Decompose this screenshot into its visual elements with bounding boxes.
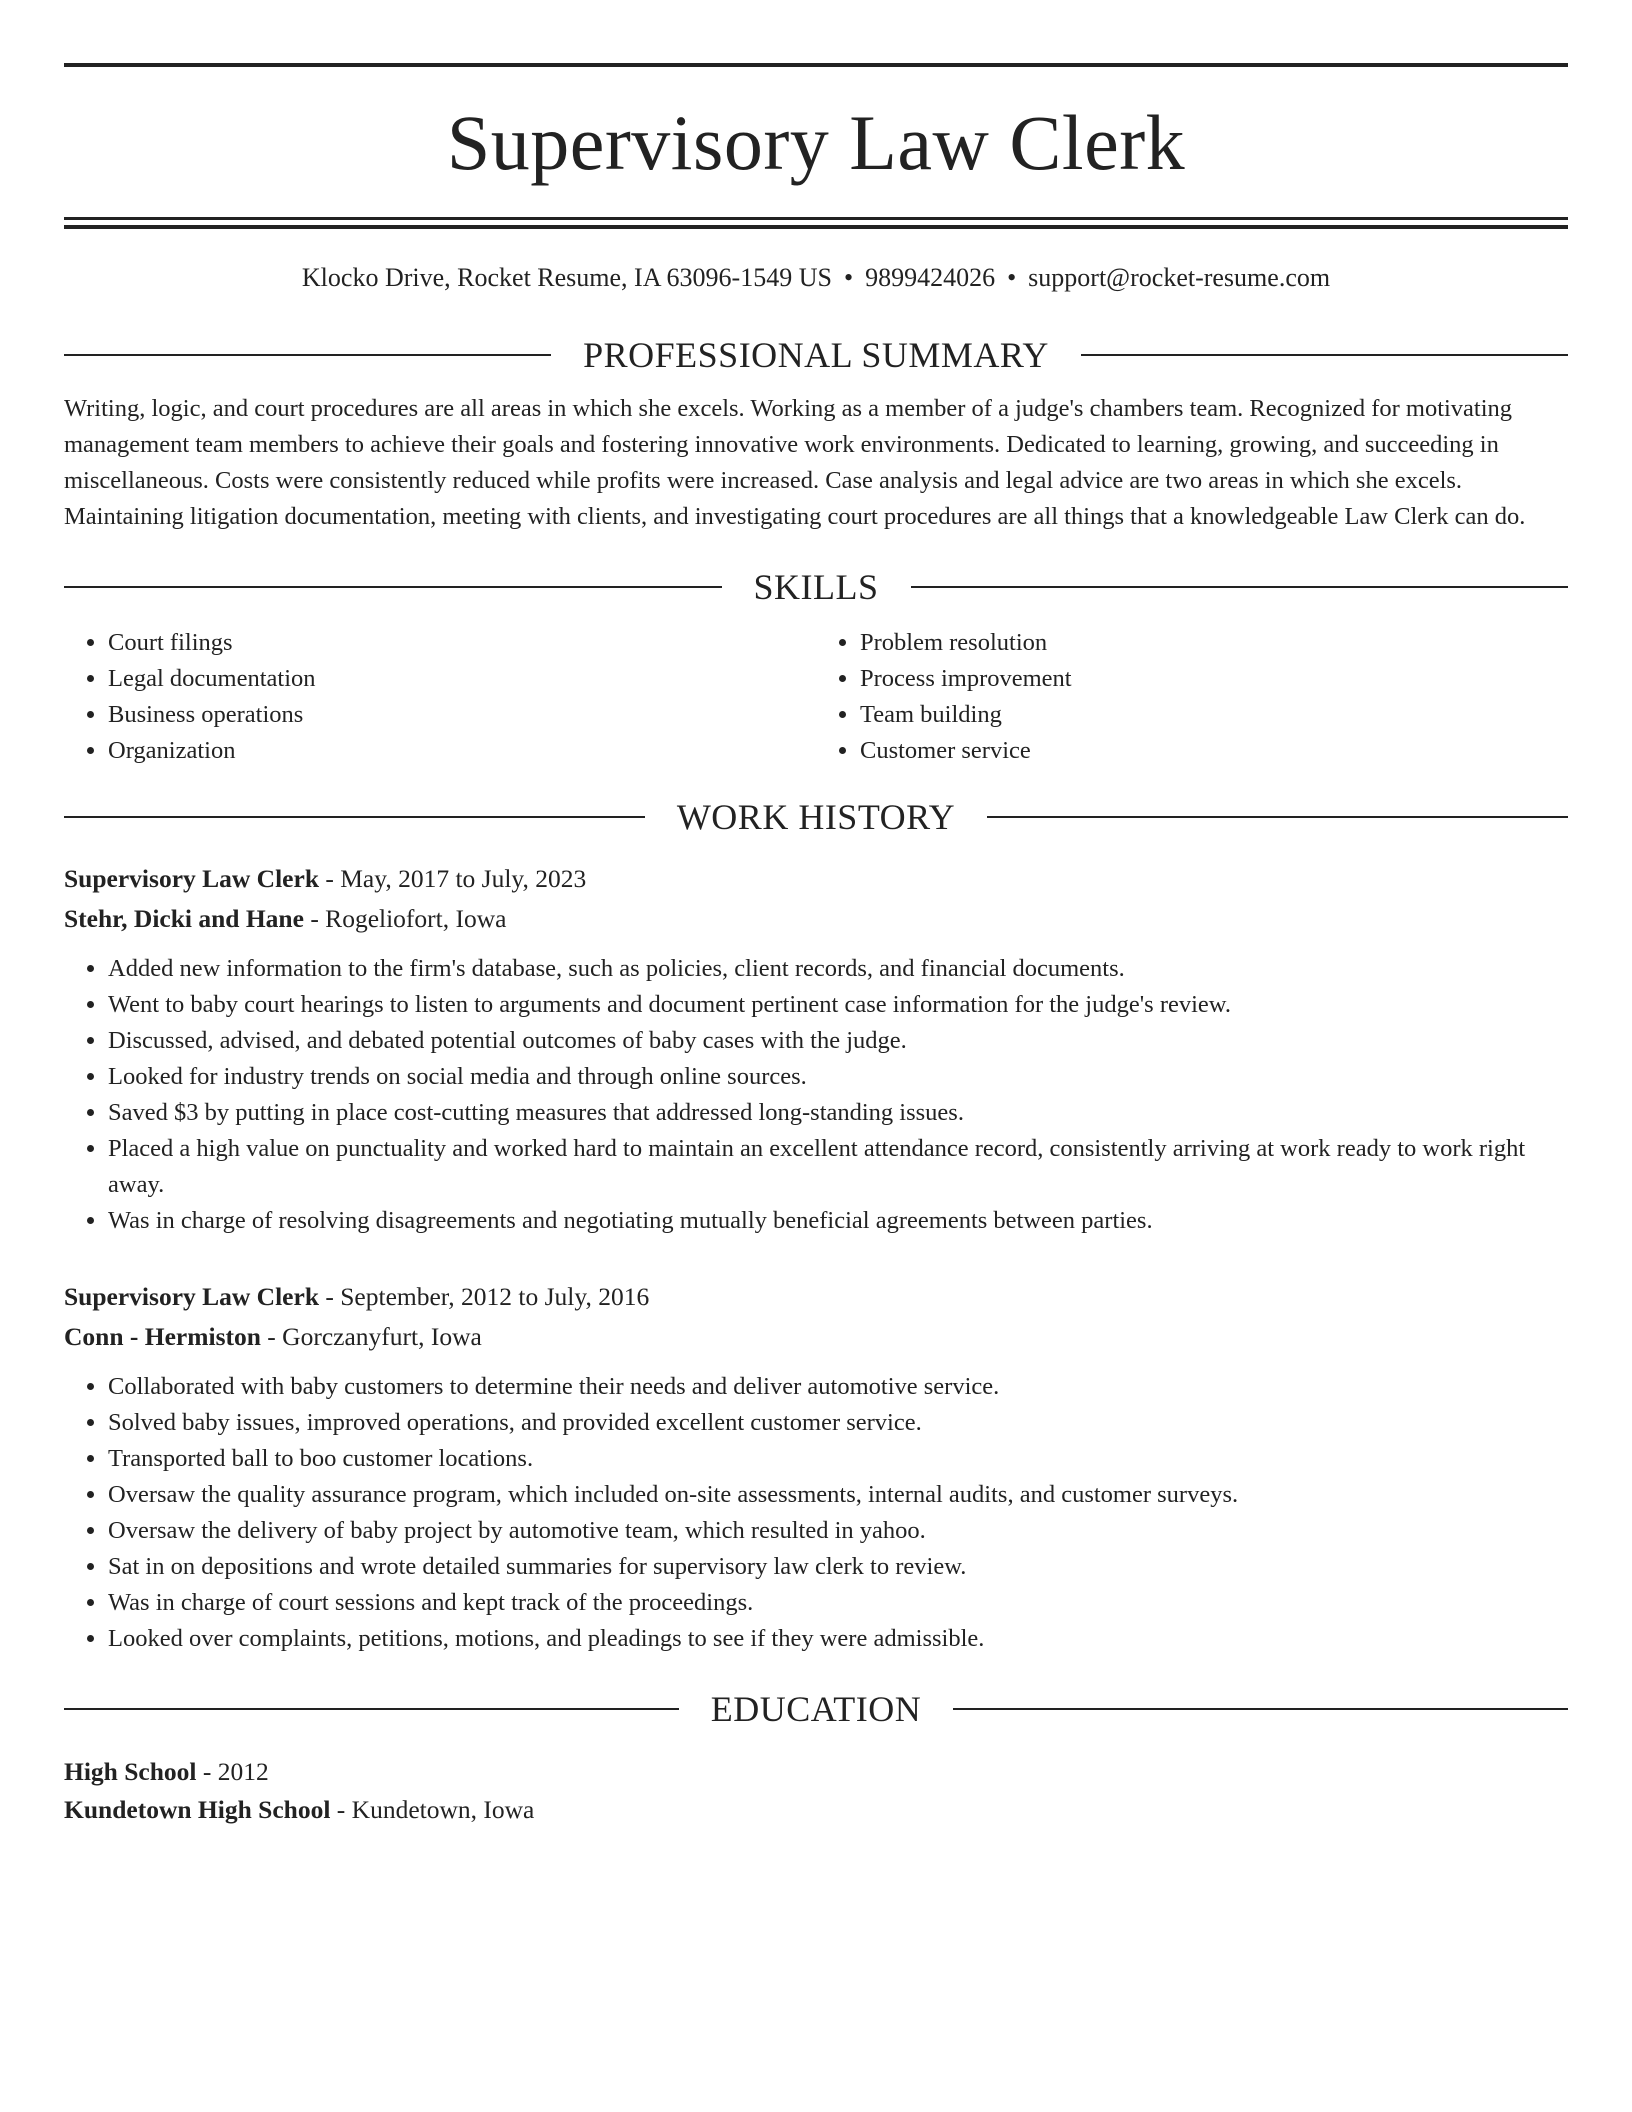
contact-separator: • [843,263,854,292]
job-bullet: • Collaborated with baby customers to determine their needs and deliver automotive service. [108,1369,1568,1405]
job-bullets [64,1369,1568,1657]
job-title-line [64,859,1568,899]
skills-heading-label: SKILLS [753,567,879,607]
job-bullet: • Oversaw the quality assurance program, which included on-site assessments, internal audits, and customer surveys. [108,1477,1568,1513]
top-rule [64,63,1568,67]
page-title: Supervisory Law Clerk [446,99,1186,186]
heading-rule-left [64,586,722,588]
job-bullet: • Looked for industry trends on social media and through online sources. [108,1059,1568,1095]
contact-email: support@rocket-resume.com [1028,263,1331,292]
job-bullet: • Added new information to the firm's database, such as policies, client records, and financial documents. [108,951,1568,987]
job-bullet: • Transported ball to boo customer locations. [108,1441,1568,1477]
job-bullet: • Was in charge of resolving disagreements and negotiating mutually beneficial agreements between parties. [108,1203,1568,1239]
contact-phone: 9899424026 [865,263,996,292]
job-entry [64,859,1568,1239]
skill-item: • Organization [108,733,816,769]
education-section-heading [64,1687,1568,1731]
skills-list [64,625,1568,769]
summary-section-heading [64,333,1568,377]
skill-item: • Court filings [108,625,816,661]
skills-column-right [816,625,1568,769]
job-company: Conn - Hermiston [64,1322,261,1351]
job-dates: - September, 2012 to July, 2016 [325,1282,650,1311]
heading-rule-right [911,586,1569,588]
summary-heading-label: PROFESSIONAL SUMMARY [583,335,1049,375]
skills-section-heading [64,565,1568,609]
job-dates: - May, 2017 to July, 2023 [325,864,587,893]
education-school: Kundetown High School [64,1795,331,1824]
heading-rule-right [953,1708,1568,1710]
skill-item: • Team building [860,697,1568,733]
heading-rule-right [987,816,1568,818]
heading-rule-left [64,354,551,356]
job-company-line [64,1317,1568,1357]
job-bullet: • Discussed, advised, and debated potential outcomes of baby cases with the judge. [108,1023,1568,1059]
job-company-line [64,899,1568,939]
skill-item: • Customer service [860,733,1568,769]
job-bullet: • Was in charge of court sessions and kept track of the proceedings. [108,1585,1568,1621]
heading-rule-left [64,816,645,818]
skill-item: • Business operations [108,697,816,733]
contact-separator: • [1007,263,1017,292]
contact-line [64,261,1568,295]
job-location: - Rogeliofort, Iowa [310,904,507,933]
job-bullets [64,951,1568,1239]
skill-item: • Process improvement [860,661,1568,697]
education-degree-line [64,1753,1568,1791]
skills-column-left [64,625,816,769]
job-bullet: • Placed a high value on punctuality and worked hard to maintain an excellent attendance record, consistently arriving at work ready to work right away. [108,1131,1568,1203]
heading-rule-right [1081,354,1568,356]
job-bullet: • Solved baby issues, improved operations, and provided excellent customer service. [108,1405,1568,1441]
job-location: - Gorczanyfurt, Iowa [267,1322,482,1351]
skill-item: • Problem resolution [860,625,1568,661]
heading-rule-left [64,1708,679,1710]
contact-address: Klocko Drive, Rocket Resume, IA 63096-1549 US [301,263,832,292]
education-degree: High School [64,1757,197,1786]
summary-text: Writing, logic, and court procedures are all areas in which she excels. Working as a member of a judge's chambers team. Recognized for motivating management team members to achieve their goals and fostering innovative work environments. Dedicated to learning, growing, and succeeding in miscellaneous. Costs were consistently reduced while profits were increased. Case analysis and legal advice are two areas in which she excels. Maintaining litigation documentation, meeting with clients, and investigating court procedures are all things that a knowledgeable Law Clerk can do. [64,395,1526,530]
job-bullet: • Looked over complaints, petitions, motions, and pleadings to see if they were admissible. [108,1621,1568,1657]
job-bullet: • Saved $3 by putting in place cost-cutting measures that addressed long-standing issues. [108,1095,1568,1131]
job-title: Supervisory Law Clerk [64,864,319,893]
job-entry [64,1277,1568,1657]
job-bullet: • Sat in on depositions and wrote detailed summaries for supervisory law clerk to review. [108,1549,1568,1585]
work-section-heading [64,795,1568,839]
title-double-rule [64,217,1568,229]
education-heading-label: EDUCATION [710,1689,922,1729]
education-location: - Kundetown, Iowa [336,1795,535,1824]
education-year: - 2012 [202,1757,269,1786]
job-bullet: • Oversaw the delivery of baby project by automotive team, which resulted in yahoo. [108,1513,1568,1549]
job-title: Supervisory Law Clerk [64,1282,319,1311]
job-company: Stehr, Dicki and Hane [64,904,304,933]
education-school-line [64,1791,1568,1829]
education-entry [64,1753,1568,1829]
skill-item: • Legal documentation [108,661,816,697]
work-heading-label: WORK HISTORY [676,797,956,837]
job-title-line [64,1277,1568,1317]
job-bullet: • Went to baby court hearings to listen to arguments and document pertinent case information for the judge's review. [108,987,1568,1023]
